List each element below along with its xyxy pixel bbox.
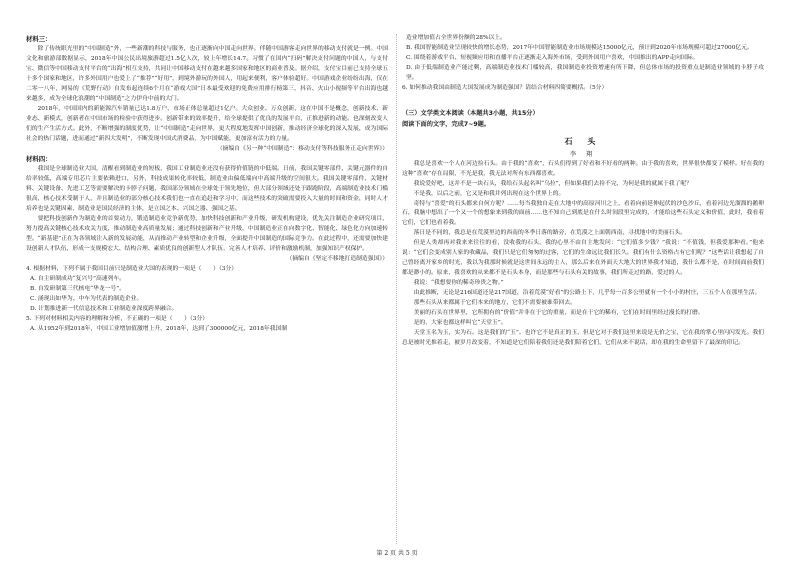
- page-number: 第 2 页 共 5 页: [376, 550, 418, 557]
- story-paragraph: 我总是喜欢一个人在河边捡石头。由于我的“喜欢”，石头们得到了好看和不好看的两种。由于我的喜欢，世界很快都变了模样。好在我的这种“喜欢”存在局限，不光是我，我无法对所有东西都喜欢。: [402, 160, 764, 177]
- question-4-option-d: D. 计划推进新一代信息技术和工业制造业深度跨界融合。: [30, 305, 178, 312]
- question-5-option-c: C. 围绕着游戏平台、短视频应用和直播平台正逐渐走入海外市场，受到外国用户喜欢，中国推出的APP走向国际。: [406, 54, 699, 61]
- story-paragraph: 我说爱好吧，这并不是一块石头，我给石头起名叫“乌拉”，但如果我们去捡不完，为何是我的就属于我了呢？: [413, 180, 692, 187]
- material-4-paragraph: 要把科技创新作为制造业的首要动力，锻造制造业竞争新优势，加快科技创新和产业升级，研发机构建设，优先关注制造企业研究项目，努力提高关键核心技术攻关力度，推动制造业高质量发展；通过科技创新和产业升级，中国制造业正在向数字化、智能化、绿色化方向加速转型。“新基建”正在为各领域注入新的发展动能，从而推动产业转型和企业升级，全面提升中国制造的国际竞争力。在此过程中，还需要加快建设创新人才队伍，形成一支规模宏大、结构合理、素质优良的创新型人才队伍，完善人才培养、评价和激励机制，加强知识产权保护。: [26, 216, 388, 253]
- section-3-heading: （三）文学类文本阅读（本题共3小题，共15分）: [402, 109, 539, 117]
- story-title: 石 头: [564, 135, 602, 146]
- question-4-option-b: B. 自发研制第三代核电“华龙一号”。: [30, 285, 126, 292]
- question-6: 6. 如何推动我国由制造大国发展成为制造强国？请结合材料四简要概括。（5分）: [402, 84, 608, 91]
- material-4-heading: 材料四：: [26, 155, 52, 164]
- material-3-heading: 材料三：: [26, 35, 52, 43]
- column-divider: [396, 34, 397, 544]
- question-4-option-a: A. 自主研制成功“复兴号”高速列车。: [30, 275, 125, 282]
- story-paragraph: 落日是不同的，我总是在荒漠里边的西南的冬季日落的路旁，在荒漠之上面朝西南，寻找地中的美丽石头。: [413, 230, 687, 237]
- story-paragraph: 那些石头从来都属于它们本来的地方，它们不需要被谁带回去。: [413, 300, 576, 307]
- story-paragraph: 是的，大家也都这样叫它“天堂玉”。: [413, 319, 507, 326]
- story-paragraph: 美丽的石头在世界里，它所拥有的“价值”并非在于它的重量，而是在于它的稀有，它们在时间里经过漫长的打磨。: [413, 310, 704, 317]
- material-3-paragraph: 除了传统眼光里的“中国制造”外，一些新潮的科技与服务，也正逐渐向中国走向世界。伴随中国游客走向世界的移动支付就是一例。中国文化和旅游部数据显示，2018年中国公民出境旅游超过1.5亿人次，较上年增长14.7。习惯了在国内“扫码”解决支付问题的中国人，与支付宝、微信等中国移动支付平台的“出海”相互支持，共同让中国移动支付在越来越多国家和地区的商业普及。据介绍，支付宝目前已支持全球五十多个国家和地区，许多外国用户也爱上了“推荐”“好用”，到境外游玩的外国人，用起来便利，客户体验超好。中国游戏企业纷纷出海，仅在二零一八年，网易的《荒野行动》自发布起连续6个月在“游戏大国”日本最受欢迎的免费应用排行榜第三，抖音、火山小视频等平台出海也越来越多，成为全球化浪潮的“中国制造”之力伊舟中前的大门。: [26, 46, 388, 102]
- question-4-option-c: C. 涌现出如华为、中车为代表的制造企业。: [30, 295, 143, 302]
- question-5-option-a: A. 从1952年到2018年，中国工业增加值激增上升，2018年，达到了300000亿元，2018年我国制: [30, 325, 288, 332]
- left-column: [26, 34, 388, 335]
- story-paragraph: 但是人类却再对我来来往往的看，没收我的石头，我的心里不由自主地发问：“它们值多少钱？”我说：“不值钱，但我爱那种看。”他来说：“它们会变成别人家的收藏品，我们只是它们匆匆的过客，它们的生命远比我们长久。我们有什么资格占有它们呢？”这些话让我想起了自己曾经离开家乡的时光，我以为我那时候就是这世间永远的主人，那么后来在外面天大地大的世界我才知道，我什么都不是，在时间面前我们都是渺小的。原来，我喜欢的从来都不是石头本身，而是那些与石头有关的故事，我们所走过的路，爱过的人。: [402, 240, 764, 277]
- section-3-instruction: 阅读下面的文字，完成7~9题。: [402, 120, 491, 128]
- story-paragraph: 由此推断，无论是216国道还是217国道，沿着荒漠“好看”的公路上下，几乎每一百多公里就有一个小小的村庄，三五个人在那里生活。: [413, 290, 761, 297]
- material-4-source: （摘编自《坚定不移地打造制造强国》）: [286, 256, 388, 263]
- story-paragraph: 天堂玉名为玉，实为石。这是我们的“玉”。也许它不是真正的玉，但是它对于我们这里来说是无价之宝，它在我的掌心里闪闪发光。我们总是被时光推着走，被岁月改变着，不知道是它们陪着我们还是我们陪着它们，它们从来不说话，却在我的生命里留下了最深的印记。: [402, 329, 764, 346]
- right-column: [402, 34, 764, 349]
- question-5-option-a-continued: 造业增加值占全世界份额的28%以上。: [406, 35, 506, 41]
- question-4: 4. 根据材料，下列不属于我国目前只是制造业大国的表现的一项是（ ）（3分）: [26, 266, 238, 273]
- story-paragraph: 我说：“我想要你的稀奇珍贵之物。”: [413, 280, 504, 287]
- material-3-paragraph: 2018年，中国国内的新能源汽车销量已达1.8万户，市场正体总量超过1亿户。大众创业、万众创新，这在中国不是概念，创新技术、新业态、新模式，创新者在中国市场的检验中获得进步。创新带来的效率提升，给全球提供了优良的发展平台，正推进新的动能。也深刻改变人们的生产生活方式。此外，不断增强的制度优势，让“中国制造”走向世界，更大程度地发挥中国创新，推动经济全球化的深入发展，成为国际社会的热门话题，进而通过“新四大发明”，不断发现中国式消费品，为中国赋能，更加富有活力的力量。: [26, 105, 388, 142]
- story-paragraph: 不是我，以后之前，它又是和我并列出现在这个世界上的。: [413, 190, 565, 197]
- question-5-option-d: D. 由于低端制造业产能过剩，高端制造业技术门槛较高，我国制造业投资增速有所下降，但总体市场的投资重点是制造业领域的卡脖子攻坚。: [406, 64, 764, 81]
- answer-space: [402, 94, 764, 108]
- question-5-option-b: B. 我国智能制造业呈现较快的增长态势，2017年中国智能制造业市场规模达15000亿元，预计到2020年市场规模可超过27000亿元。: [406, 44, 753, 51]
- question-5: 5. 下列对材料相关内容的理解和分析，不正确的一项是（ ）（3分）: [26, 315, 209, 322]
- story-paragraph: 奇特与“喜爱”的石头都来自何方呢？……每当我独自走在大地中的高原河川之上，看着向前延伸起伏的沙色沙丘，看着河边光溜溜的鹅卵石，我脑中想出了一个又一个的想象来到我的面前……也不知自己到底是在什么时间段里完成的，才能给这些石头定义和价值，此时，我看着它们，它们也看着我。: [402, 200, 764, 227]
- material-3-source: （摘编自《另一种“中国制造”：移动支付等科技服务正走向世界》）: [216, 145, 388, 152]
- story-author: 李 翔: [569, 150, 597, 158]
- material-4-paragraph: 我国是全球制造业大国，清醒看到制造业的短板，我国工业制造业还没有获得价值链的中低端。日前，我国关键零部件、关键元器件的自给率较低，高端专用芯片主要依赖进口，另外，科技成果转化率较低，制造业由偏低端向中高端升级的空间很大。我国关键零部件、关键材料、关键设备、先进工艺等需要解决的卡脖子问题，我国部分领域在全球处于领先地位，但大部分领域还处于跟跑阶段，高端制造业技术门槛很高，核心技术受制于人，并且制造业的部分核心技术我们也一直在追赶和学习中，而这些技术的突破需要投入大量的时间和资金，同时人才培养也是关键因素，制造业是国民经济的主体，是立国之本、兴国之器、强国之基。: [26, 166, 388, 213]
